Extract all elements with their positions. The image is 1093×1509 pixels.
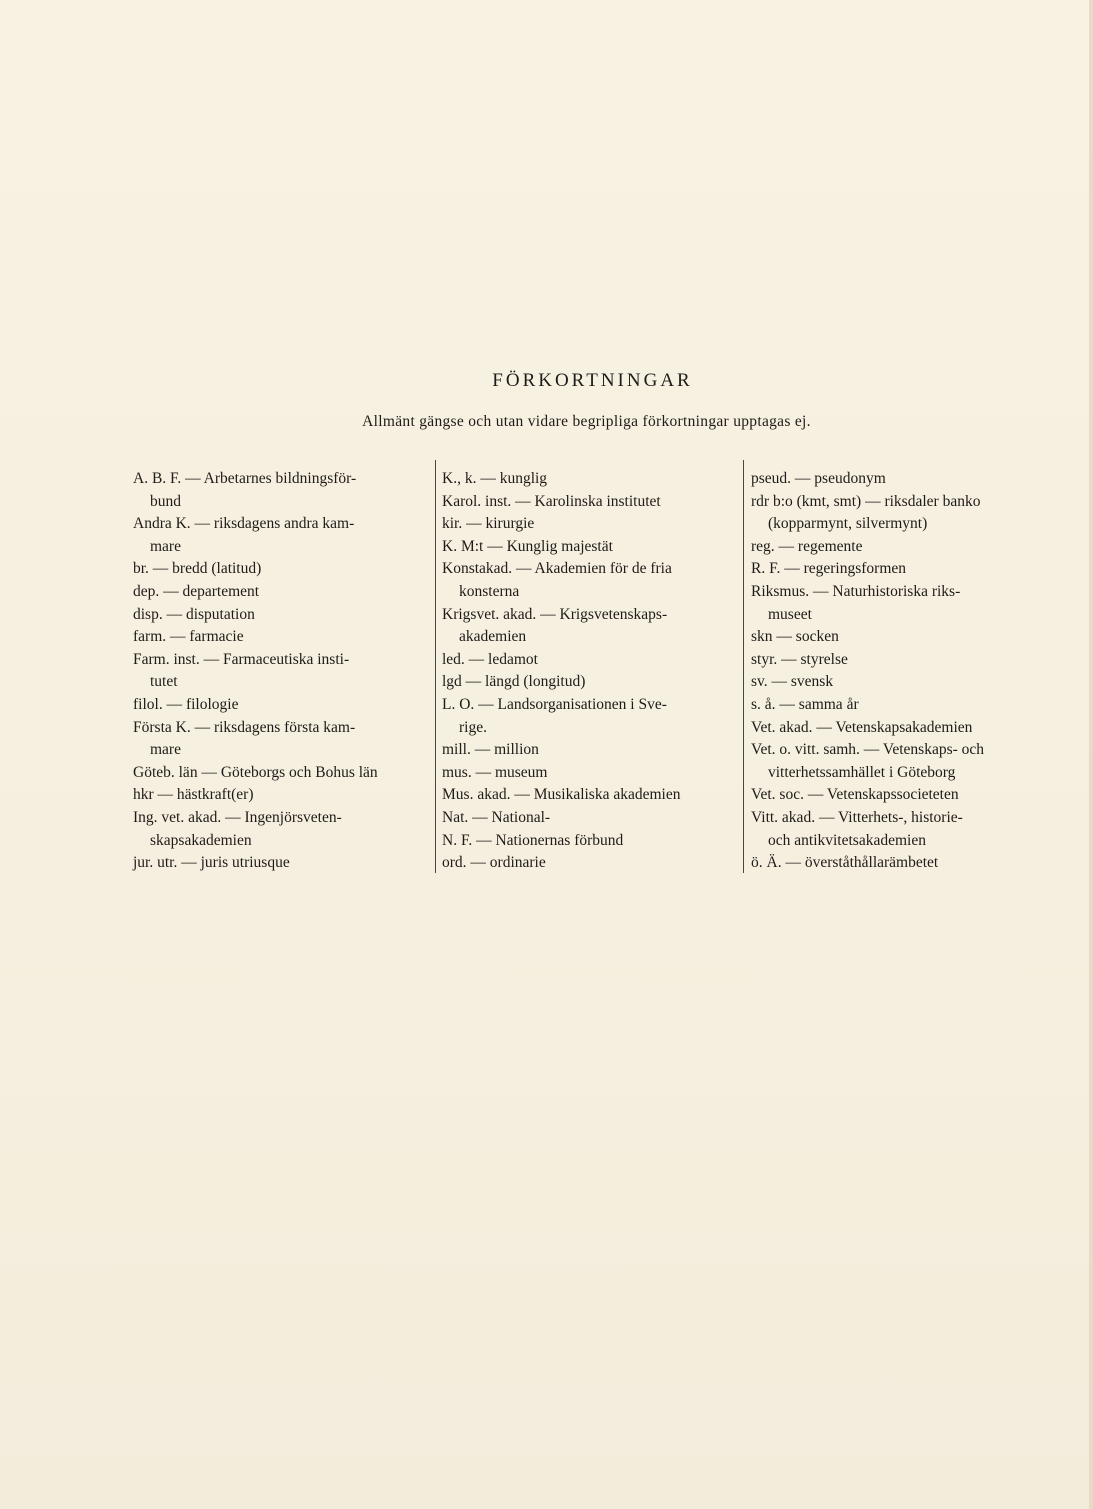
abbreviation-entry bbox=[751, 717, 1051, 740]
abbreviation-entry bbox=[133, 852, 429, 875]
entry-first-line: styr. — styrelse bbox=[751, 650, 848, 668]
abbreviation-entry bbox=[442, 762, 738, 785]
entry-first-line: Riksmus. — Naturhistoriska riks- bbox=[751, 582, 961, 600]
abbreviation-entry bbox=[133, 649, 429, 694]
entry-first-line: Karol. inst. — Karolinska institutet bbox=[442, 492, 661, 510]
entry-first-line: Nat. — National- bbox=[442, 808, 551, 826]
abbreviation-entry bbox=[133, 762, 429, 785]
entry-continuation: skapsakademien bbox=[150, 831, 252, 849]
abbreviation-entry bbox=[442, 807, 738, 830]
entry-first-line: mill. — million bbox=[442, 741, 539, 759]
entry-continuation: tutet bbox=[150, 673, 178, 691]
entry-first-line: A. B. F. — Arbetarnes bildningsför- bbox=[133, 470, 357, 487]
entry-first-line: ord. — ordinarie bbox=[442, 854, 546, 872]
entry-first-line: Konstakad. — Akademien för de fria bbox=[442, 560, 672, 578]
abbreviation-entry bbox=[133, 604, 429, 627]
abbreviation-entry bbox=[442, 513, 738, 536]
abbreviation-entry bbox=[751, 671, 1051, 694]
entry-first-line: kir. — kirurgie bbox=[442, 515, 535, 533]
entry-first-line: Vitt. akad. — Vitterhets-, historie- bbox=[751, 808, 963, 826]
entry-first-line: br. — bredd (latitud) bbox=[133, 560, 262, 578]
abbreviation-entry bbox=[133, 513, 429, 558]
entry-first-line: dep. — departement bbox=[133, 582, 260, 600]
entry-first-line: sv. — svensk bbox=[751, 673, 834, 691]
abbreviation-entry bbox=[133, 717, 429, 762]
entry-first-line: Ing. vet. akad. — Ingenjörsveten- bbox=[133, 808, 342, 826]
abbreviation-entry bbox=[133, 784, 429, 807]
abbreviation-entry bbox=[751, 739, 1051, 784]
entry-first-line: Första K. — riksdagens första kam- bbox=[133, 718, 356, 736]
abbreviation-entry bbox=[133, 468, 429, 513]
entry-first-line: disp. — disputation bbox=[133, 605, 255, 623]
abbreviation-entry bbox=[751, 491, 1051, 536]
entry-first-line: s. å. — samma år bbox=[751, 695, 859, 713]
entry-first-line: jur. utr. — juris utriusque bbox=[133, 854, 290, 872]
abbreviation-entry bbox=[442, 558, 738, 603]
entry-first-line: Göteb. län — Göteborgs och Bohus län bbox=[133, 763, 378, 781]
abbreviation-entry bbox=[751, 626, 1051, 649]
column-divider bbox=[743, 460, 744, 873]
abbreviation-entry bbox=[442, 536, 738, 559]
abbreviation-entry bbox=[133, 558, 429, 581]
entry-first-line: L. O. — Landsorganisationen i Sve- bbox=[442, 695, 667, 713]
abbreviation-entry bbox=[751, 807, 1051, 852]
abbreviation-entry bbox=[133, 626, 429, 649]
entry-continuation: rige. bbox=[459, 718, 487, 736]
entry-first-line: K., k. — kunglig bbox=[442, 470, 548, 487]
entry-first-line: Krigsvet. akad. — Krigsvetenskaps- bbox=[442, 605, 668, 623]
entry-first-line: Vet. o. vitt. samh. — Vetenskaps- och bbox=[751, 741, 985, 759]
abbreviation-entry bbox=[442, 491, 738, 514]
entry-first-line: Farm. inst. — Farmaceutiska insti- bbox=[133, 650, 350, 668]
abbreviation-entry bbox=[751, 784, 1051, 807]
abbreviation-entry bbox=[442, 671, 738, 694]
page-title: FÖRKORTNINGAR bbox=[492, 370, 693, 391]
entry-continuation: bund bbox=[150, 492, 181, 510]
abbreviation-entry bbox=[751, 852, 1051, 875]
abbreviation-entry bbox=[751, 649, 1051, 672]
entry-first-line: ö. Ä. — överståthållarämbetet bbox=[751, 854, 939, 872]
abbreviation-entry bbox=[442, 694, 738, 739]
entry-first-line: Mus. akad. — Musikaliska akademien bbox=[442, 786, 681, 804]
entry-first-line: mus. — museum bbox=[442, 763, 548, 781]
entry-first-line: pseud. — pseudonym bbox=[751, 470, 886, 487]
entry-continuation: mare bbox=[150, 741, 181, 759]
abbreviation-entry bbox=[442, 830, 738, 853]
entry-first-line: farm. — farmacie bbox=[133, 628, 244, 646]
abbreviation-entry bbox=[442, 649, 738, 672]
column-divider bbox=[435, 460, 436, 873]
entry-first-line: K. M:t — Kunglig majestät bbox=[442, 537, 613, 555]
abbreviation-entry bbox=[442, 468, 738, 491]
entry-first-line: filol. — filologie bbox=[133, 695, 239, 713]
abbreviation-entry bbox=[751, 558, 1051, 581]
abbreviation-entry bbox=[442, 604, 738, 649]
entry-continuation: akademien bbox=[459, 628, 527, 646]
abbreviation-entry bbox=[751, 536, 1051, 559]
abbreviation-entry bbox=[133, 694, 429, 717]
abbreviation-column-1 bbox=[133, 468, 429, 875]
entry-first-line: R. F. — regeringsformen bbox=[751, 560, 907, 578]
abbreviation-entry bbox=[442, 784, 738, 807]
entry-first-line: N. F. — Nationernas förbund bbox=[442, 831, 624, 849]
entry-continuation: (kopparmynt, silvermynt) bbox=[768, 515, 928, 533]
abbreviation-entry bbox=[133, 581, 429, 604]
entry-first-line: lgd — längd (longitud) bbox=[442, 673, 586, 691]
entry-continuation: mare bbox=[150, 537, 181, 555]
abbreviation-entry bbox=[751, 581, 1051, 626]
entry-continuation: museet bbox=[768, 605, 812, 623]
abbreviation-entry bbox=[442, 852, 738, 875]
abbreviation-column-3 bbox=[751, 468, 1051, 875]
entry-first-line: Vet. soc. — Vetenskapssocieteten bbox=[751, 786, 959, 804]
entry-first-line: Vet. akad. — Vetenskapsakademien bbox=[751, 718, 973, 736]
abbreviation-entry bbox=[442, 739, 738, 762]
entry-first-line: led. — ledamot bbox=[442, 650, 538, 668]
entry-first-line: rdr b:o (kmt, smt) — riksdaler banko bbox=[751, 492, 981, 510]
entry-continuation: och antikvitetsakademien bbox=[768, 831, 926, 849]
abbreviation-entry bbox=[133, 807, 429, 852]
entry-continuation: vitterhetssamhället i Göteborg bbox=[768, 763, 956, 781]
abbreviation-entry bbox=[751, 468, 1051, 491]
entry-first-line: skn — socken bbox=[751, 628, 839, 646]
abbreviation-entry bbox=[751, 694, 1051, 717]
entry-continuation: konsterna bbox=[459, 582, 520, 600]
entry-first-line: Andra K. — riksdagens andra kam- bbox=[133, 515, 355, 533]
entry-first-line: hkr — hästkraft(er) bbox=[133, 786, 254, 804]
entry-first-line: reg. — regemente bbox=[751, 537, 863, 555]
abbreviation-column-2 bbox=[442, 468, 738, 875]
page-subtitle: Allmänt gängse och utan vidare begripliga förkortningar upptagas ej. bbox=[362, 413, 811, 430]
